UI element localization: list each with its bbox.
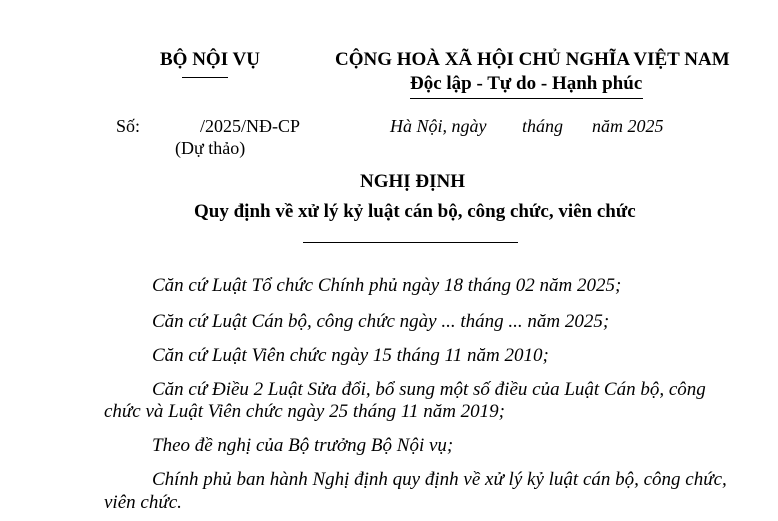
document-type: NGHỊ ĐỊNH <box>360 171 466 192</box>
number-label: Số: <box>116 116 141 136</box>
preamble-paragraph: Theo đề nghị của Bộ trưởng Bộ Nội vụ; <box>152 435 454 456</box>
ministry-underline <box>182 77 228 78</box>
preamble-paragraph: Căn cứ Luật Viên chức ngày 15 tháng 11 năm 2010; <box>152 345 549 366</box>
preamble-paragraph: Căn cứ Luật Tổ chức Chính phủ ngày 18 tháng 02 năm 2025; <box>152 275 622 296</box>
preamble-paragraph-continued: chức và Luật Viên chức ngày 25 tháng 11 năm 2019; <box>104 401 505 422</box>
subject-underline <box>303 242 518 243</box>
preamble-paragraph: Chính phủ ban hành Nghị định quy định về xử lý kỷ luật cán bộ, công chức, <box>152 469 727 490</box>
document-subject: Quy định về xử lý kỷ luật cán bộ, công chức, viên chức <box>194 201 636 222</box>
republic-name: CỘNG HOÀ XÃ HỘI CHỦ NGHĨA VIỆT NAM <box>335 49 730 70</box>
place-date: Hà Nội, ngày <box>390 116 487 136</box>
preamble-paragraph: Căn cứ Luật Cán bộ, công chức ngày ... tháng ... năm 2025; <box>152 311 610 332</box>
document-number: /2025/NĐ-CP <box>200 116 301 136</box>
date-year: năm 2025 <box>592 116 664 136</box>
motto-underline <box>410 98 643 99</box>
national-motto: Độc lập - Tự do - Hạnh phúc <box>410 73 643 94</box>
ministry-name: BỘ NỘI VỤ <box>160 49 260 70</box>
preamble-paragraph: Căn cứ Điều 2 Luật Sửa đổi, bổ sung một số điều của Luật Cán bộ, công <box>152 379 706 400</box>
preamble-paragraph-continued: viên chức. <box>104 492 182 513</box>
date-month: tháng <box>522 116 564 136</box>
draft-label: (Dự thảo) <box>175 138 246 158</box>
